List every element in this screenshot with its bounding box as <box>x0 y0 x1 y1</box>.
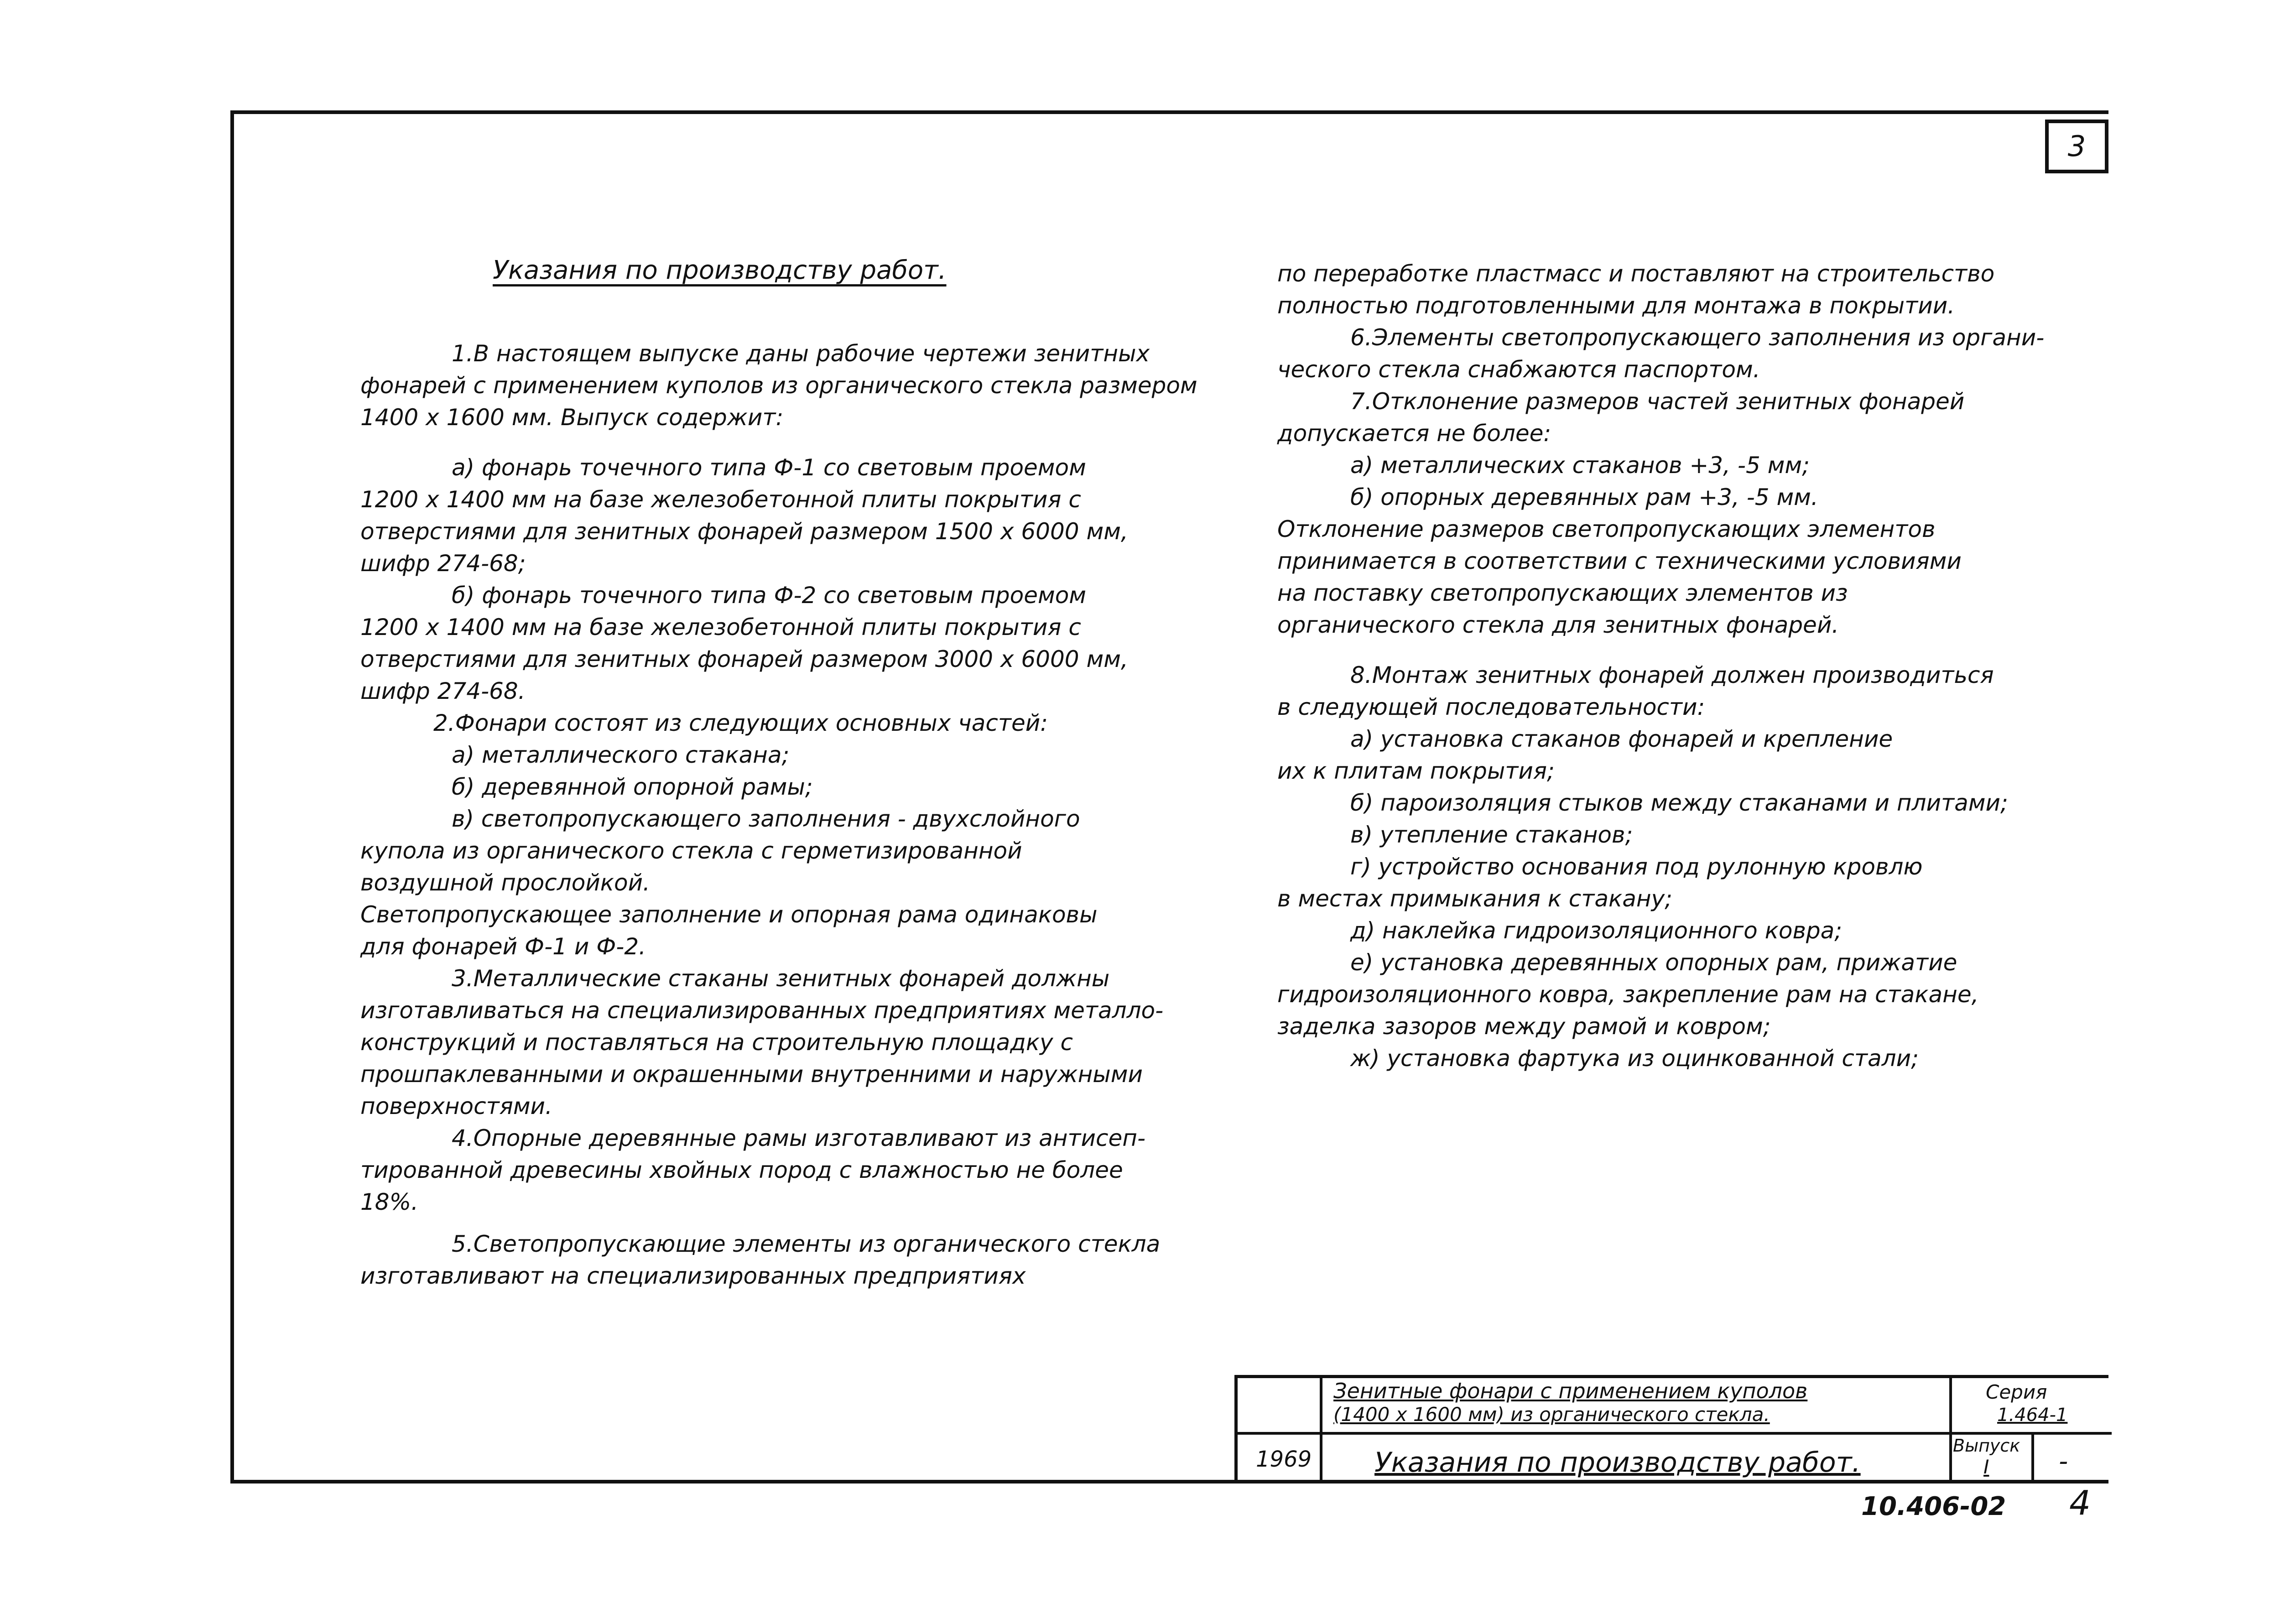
sheet-number: 3 <box>2045 120 2108 173</box>
dash: - <box>2059 1447 2068 1476</box>
text-line: б) пароизоляция стыков между стаканами и плитами; <box>1350 790 2008 816</box>
left-text-column <box>360 338 1255 1292</box>
issue-value: I <box>1983 1456 1989 1478</box>
page-title: Указания по производству работ. <box>493 255 947 285</box>
text-line: в) светопропускающего заполнения - двухслойного <box>452 806 1080 832</box>
text-line: воздушной прослойкой. <box>360 869 650 896</box>
text-line: 1200 х 1400 мм на базе железобетонной плиты покрытия с <box>360 614 1081 640</box>
text-line: г) устройство основания под рулонную кровлю <box>1350 854 1923 880</box>
issue-label: Выпуск <box>1953 1436 2020 1456</box>
text-line: полностью подготовленными для монтажа в покрытии. <box>1277 292 1955 319</box>
text-line: изготавливают на специализированных предприятиях <box>360 1263 1026 1289</box>
year: 1969 <box>1256 1447 1312 1472</box>
text-line: ж) установка фартука из оцинкованной стали; <box>1350 1045 1919 1072</box>
text-line: отверстиями для зенитных фонарей размером 3000 х 6000 мм, <box>360 646 1128 672</box>
title-block-divider <box>1320 1378 1322 1483</box>
text-line: а) металлического стакана; <box>452 742 790 768</box>
title-block-divider <box>1949 1378 1952 1483</box>
text-line: органического стекла для зенитных фонарей. <box>1277 612 1839 638</box>
text-line: 5.Светопропускающие элементы из органического стекла <box>452 1231 1161 1257</box>
text-line: Светопропускающее заполнение и опорная рама одинаковы <box>360 901 1098 928</box>
text-line: купола из органического стекла с герметизированной <box>360 838 1022 864</box>
title-block-divider <box>1949 1432 2112 1435</box>
text-line: для фонарей Ф-1 и Ф-2. <box>360 933 646 960</box>
drawing-code: 10.406-02 <box>1861 1492 2006 1521</box>
text-line: 1400 х 1600 мм. Выпуск содержит: <box>360 404 784 431</box>
text-line: а) металлических стаканов +3, -5 мм; <box>1350 452 1810 479</box>
text-line: 3.Металлические стаканы зенитных фонарей должны <box>452 965 1110 992</box>
text-line: е) установка деревянных опорных рам, прижатие <box>1350 949 1957 976</box>
text-line: конструкций и поставляться на строительную площадку с <box>360 1029 1073 1056</box>
text-line: д) наклейка гидроизоляционного ковра; <box>1350 917 1843 944</box>
title-block-divider <box>1320 1432 1949 1435</box>
title-block <box>1234 1375 2108 1483</box>
project-name-line2: (1400 х 1600 мм) из органического стекла. <box>1333 1403 1770 1426</box>
text-line: заделка зазоров между рамой и ковром; <box>1277 1013 1771 1040</box>
text-line: 7.Отклонение размеров частей зенитных фонарей <box>1350 388 1965 415</box>
text-line: Отклонение размеров светопропускающих элементов <box>1277 516 1936 542</box>
text-line: ческого стекла снабжаются паспортом. <box>1277 356 1760 383</box>
text-line: шифр 274-68; <box>360 550 526 577</box>
text-line: 8.Монтаж зенитных фонарей должен производиться <box>1350 662 1994 688</box>
text-line: шифр 274-68. <box>360 678 526 704</box>
text-line: б) деревянной опорной рамы; <box>452 774 813 800</box>
text-line: отверстиями для зенитных фонарей размером 1500 х 6000 мм, <box>360 518 1128 545</box>
text-line: 1200 х 1400 мм на базе железобетонной плиты покрытия с <box>360 486 1081 513</box>
paragraph-gap <box>1277 641 2117 659</box>
text-line: б) фонарь точечного типа Ф-2 со световым проемом <box>452 582 1087 609</box>
text-line: фонарей с применением куполов из органического стекла размером <box>360 372 1197 399</box>
text-line: поверхностями. <box>360 1093 552 1119</box>
title-block-divider <box>1238 1432 1320 1435</box>
paragraph-gap <box>360 433 1255 452</box>
text-line: тированной древесины хвойных пород с влажностью не более <box>360 1157 1123 1183</box>
paragraph-gap <box>360 1218 1255 1228</box>
text-line: гидроизоляционного ковра, закрепление рам на стакане, <box>1277 981 1979 1008</box>
text-line: в следующей последовательности: <box>1277 694 1705 720</box>
text-line: по переработке пластмасс и поставляют на строительство <box>1277 260 1995 287</box>
text-line: а) установка стаканов фонарей и крепление <box>1350 726 1893 752</box>
text-line: допускается не более: <box>1277 420 1551 447</box>
text-line: 18%. <box>360 1189 419 1215</box>
text-line: 4.Опорные деревянные рамы изготавливают из антисеп- <box>452 1125 1146 1151</box>
text-line: прошпаклеванными и окрашенными внутренними и наружными <box>360 1061 1143 1088</box>
text-line: 1.В настоящем выпуске даны рабочие чертежи зенитных <box>452 340 1150 367</box>
text-line: а) фонарь точечного типа Ф-1 со световым проемом <box>452 454 1086 481</box>
text-line: изготавливаться на специализированных предприятиях металло- <box>360 997 1164 1024</box>
text-line: б) опорных деревянных рам +3, -5 мм. <box>1350 484 1818 510</box>
text-line: 2.Фонари состоят из следующих основных частей: <box>433 710 1048 736</box>
series-label: Серия <box>1986 1381 2047 1403</box>
project-name-line1: Зенитные фонари с применением куполов <box>1333 1379 1808 1403</box>
title-block-divider <box>2031 1432 2034 1483</box>
text-line: в местах примыкания к стакану; <box>1277 885 1673 912</box>
text-line: их к плитам покрытия; <box>1277 758 1555 784</box>
text-line: на поставку светопропускающих элементов из <box>1277 580 1848 606</box>
right-text-column <box>1277 258 2117 1074</box>
page-index: 4 <box>2069 1483 2091 1523</box>
text-line: 6.Элементы светопропускающего заполнения из органи- <box>1350 324 2045 351</box>
series-value: 1.464-1 <box>1997 1405 2068 1426</box>
sheet-title: Указания по производству работ. <box>1374 1447 1861 1478</box>
text-line: принимается в соответствии с техническими условиями <box>1277 548 1962 574</box>
text-line: в) утепление стаканов; <box>1350 822 1633 848</box>
